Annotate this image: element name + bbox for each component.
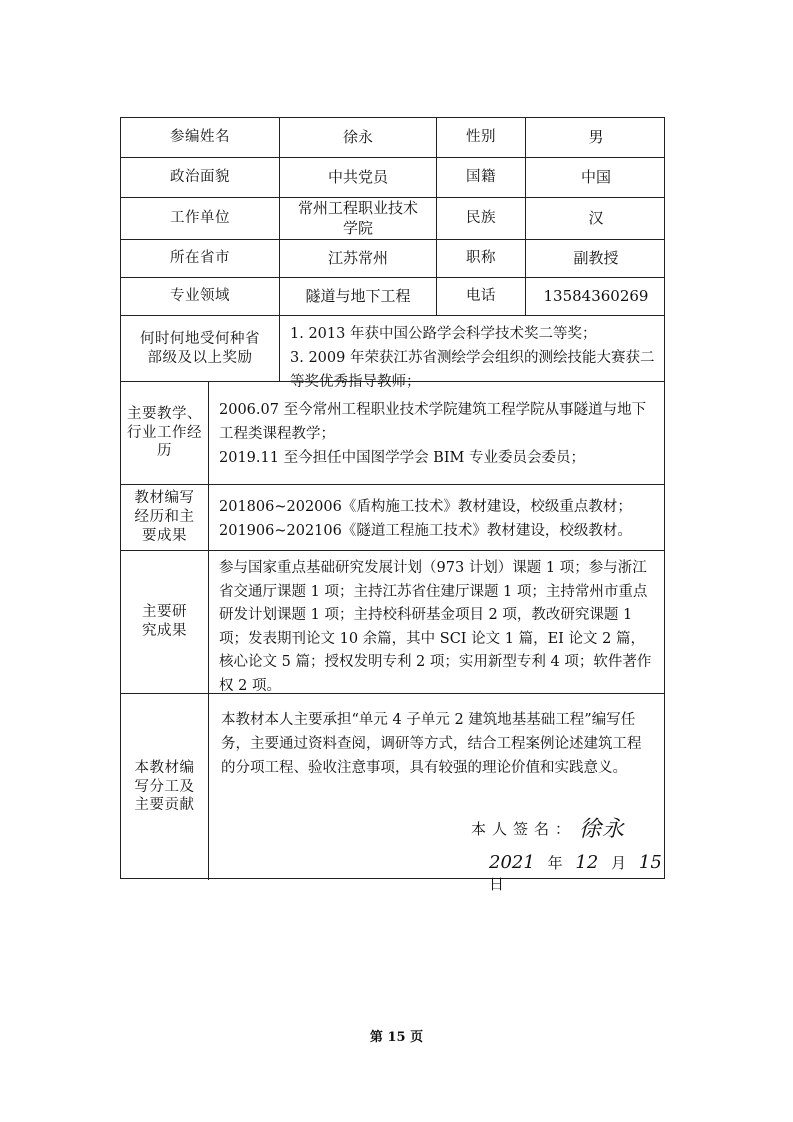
signature-label: 本人签名： [471, 820, 577, 838]
row-name [121, 118, 664, 158]
date-day-unit: 日 [489, 875, 505, 893]
research-text: 参与国家重点基础研究发展计划（973 计划）课题 1 项；参与浙江省交通厅课题 1 项；主持江苏省住建厅课题 1 项；主持常州市重点研发计划课题 1 项；主持校科研基金项目 2 项，教改研究课题 1 项；发表期刊论文 10 余篇，其中 SCI 论文 1 篇，EI 论文 2 篇，核心论文 5 篇；授权发明专利 2 项；实用新型专利 4 项；软件著作权 2 项。 [219, 560, 652, 694]
label-employer: 工作单位 [121, 198, 280, 239]
label-contribution: 本教材编写分工及主要贡献 [121, 694, 209, 880]
signature: 徐永 [579, 817, 626, 842]
textbook-item-2: 201906~202106《隧道工程施工技术》教材建设，校级教材。 [219, 523, 632, 539]
value-phone: 13584360269 [543, 286, 649, 305]
page-number: 第 15 页 [369, 1030, 424, 1045]
date-year-unit: 年 [547, 854, 563, 872]
label-phone: 电话 [437, 278, 526, 315]
award-item-2: 3. 2009 年荣获江苏省测绘学会组织的测绘技能大赛获二等奖优秀指导教师； [290, 350, 655, 390]
row-research [121, 551, 664, 694]
value-title: 副教授 [573, 248, 619, 267]
row-awards [121, 316, 664, 390]
label-name: 参编姓名 [121, 118, 280, 157]
value-nationality: 中国 [580, 167, 611, 186]
signature-date [489, 852, 664, 894]
value-name: 徐永 [280, 118, 437, 157]
textbook-item-1: 201806~202006《盾构施工技术》教材建设，校级重点教材； [219, 499, 632, 515]
contribution-text: 本教材本人主要承担“单元 4 子单元 2 建筑地基基础工程”编写任务，主要通过资料查阅，调研等方式，结合工程案例论述建筑工程的分项工程、验收注意事项，具有较强的理论价值和实践意义。 [221, 712, 642, 776]
experience-list [209, 382, 666, 484]
label-awards: 何时何地受何种省部级及以上奖励 [121, 316, 280, 381]
author-info-table [120, 117, 665, 893]
label-gender: 性别 [437, 118, 526, 157]
row-experience [121, 382, 664, 485]
textbooks-list [209, 485, 666, 550]
value-field: 隧道与地下工程 [280, 278, 437, 315]
experience-item-1: 2006.07 至今常州工程职业技术学院建筑工程学院从事隧道与地下工程类课程教学； [219, 402, 647, 442]
date-month-unit: 月 [611, 854, 627, 872]
value-employer: 常州工程职业技术学院 [280, 198, 437, 239]
label-province: 所在省市 [121, 240, 280, 277]
date-day: 15 [638, 852, 662, 873]
label-ethnicity: 民族 [437, 198, 526, 239]
row-politics [121, 158, 664, 198]
label-title: 职称 [437, 240, 526, 277]
label-research: 主要研究成果 [121, 551, 209, 693]
award-item-1: 1. 2013 年获中国公路学会科学技术奖二等奖； [290, 326, 597, 342]
value-politics: 中共党员 [280, 158, 437, 197]
date-year: 2021 [489, 852, 535, 873]
row-province [121, 240, 664, 278]
row-employer [121, 198, 664, 240]
label-nationality: 国籍 [437, 158, 526, 197]
experience-item-2: 2019.11 至今担任中国图学学会 BIM 专业委员会委员； [219, 450, 586, 466]
row-contribution [121, 694, 664, 893]
value-province: 江苏常州 [280, 240, 437, 277]
value-gender: 男 [588, 127, 604, 146]
research-body [209, 551, 666, 693]
label-politics: 政治面貌 [121, 158, 280, 197]
value-ethnicity: 汉 [588, 208, 604, 227]
row-field [121, 278, 664, 316]
awards-list [280, 316, 666, 390]
label-field: 专业领域 [121, 278, 280, 315]
date-month: 12 [575, 852, 599, 873]
label-textbooks: 教材编写经历和主要成果 [121, 485, 209, 550]
label-experience: 主要教学、行业工作经历 [121, 382, 209, 484]
row-textbooks [121, 485, 664, 551]
